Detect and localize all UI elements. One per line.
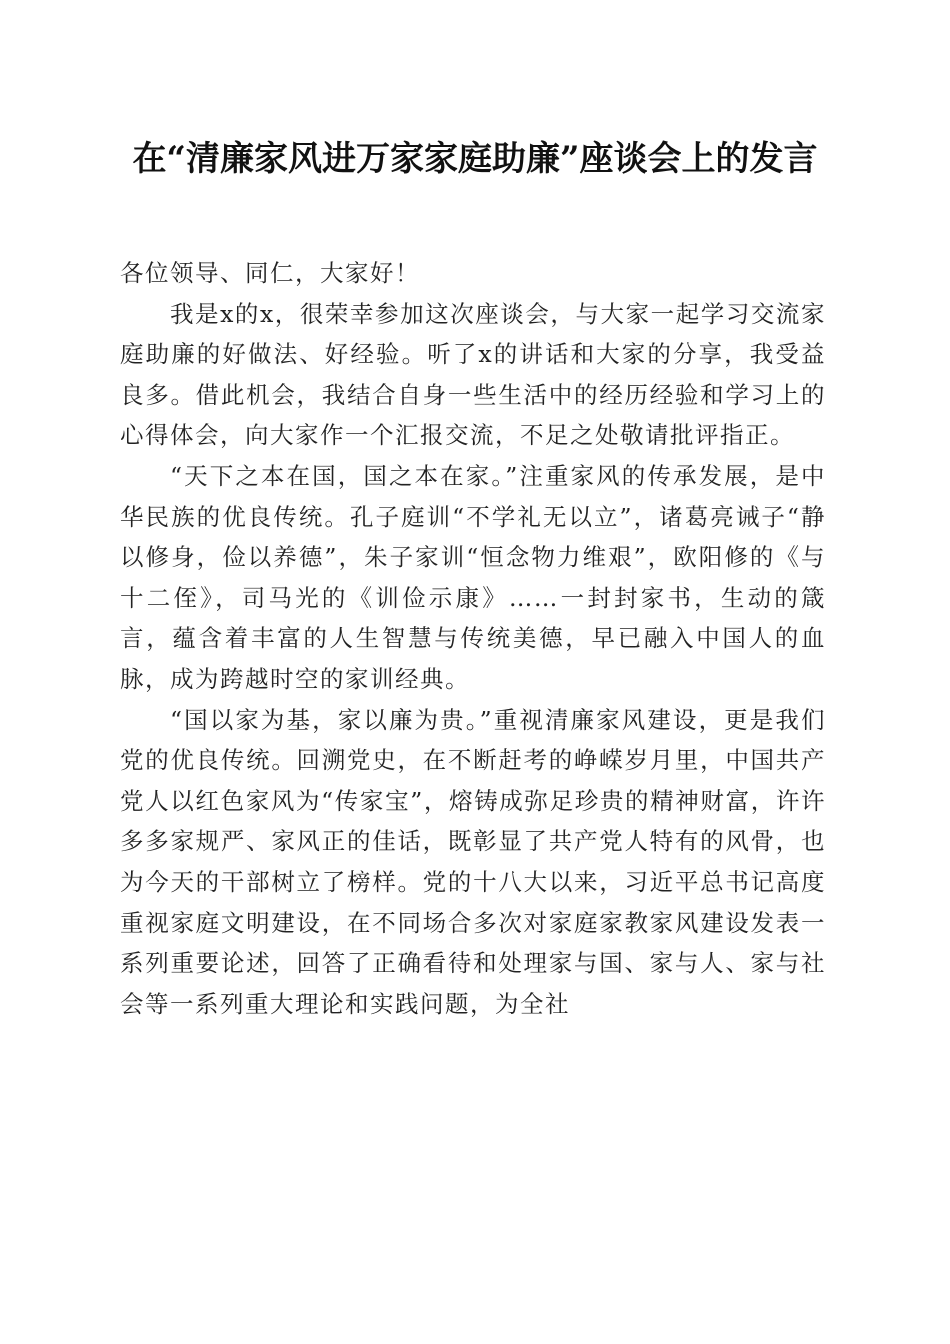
paragraph-1: 我是x的x，很荣幸参加这次座谈会，与大家一起学习交流家庭助廉的好做法、好经验。听了x的讲话和大家的分享，我受益良多。借此机会，我结合自身一些生活中的经历经验和学习上的心得体会，向大家作一个汇报交流，不足之处敬请批评指正。	[120, 299, 826, 450]
paragraph-3: “国以家为基，家以廉为贵。”重视清廉家风建设，更是我们党的优良传统。回溯党史，在不断赶考的峥嵘岁月里，中国共产党人以红色家风为“传家宝”，熔铸成弥足珍贵的精神财富，许许多多家规严、家风正的佳话，既彰显了共产党人特有的风骨，也为今天的干部树立了榜样。党的十八大以来，习近平总书记高度重视家庭文明建设，在不同场合多次对家庭家教家风建设发表一系列重要论述，回答了正确看待和处理家与国、家与人、家与社会等一系列重大理论和实践问题，为全社	[120, 705, 826, 1018]
salutation: 各位领导、同仁，大家好！	[120, 259, 420, 287]
document-title: 在“清廉家风进万家家庭助廉”座谈会上的发言	[132, 139, 818, 179]
document-body	[120, 253, 826, 1024]
paragraph-2: “天下之本在国，国之本在家。”注重家风的传承发展，是中华民族的优良传统。孔子庭训“不学礼无以立”，诸葛亮诫子“静以修身，俭以养德”，朱子家训“恒念物力维艰”，欧阳修的《与十二侄》，司马光的《训俭示康》……一封封家书，生动的箴言，蕴含着丰富的人生智慧与传统美德，早已融入中国人的血脉，成为跨越时空的家训经典。	[120, 461, 826, 693]
